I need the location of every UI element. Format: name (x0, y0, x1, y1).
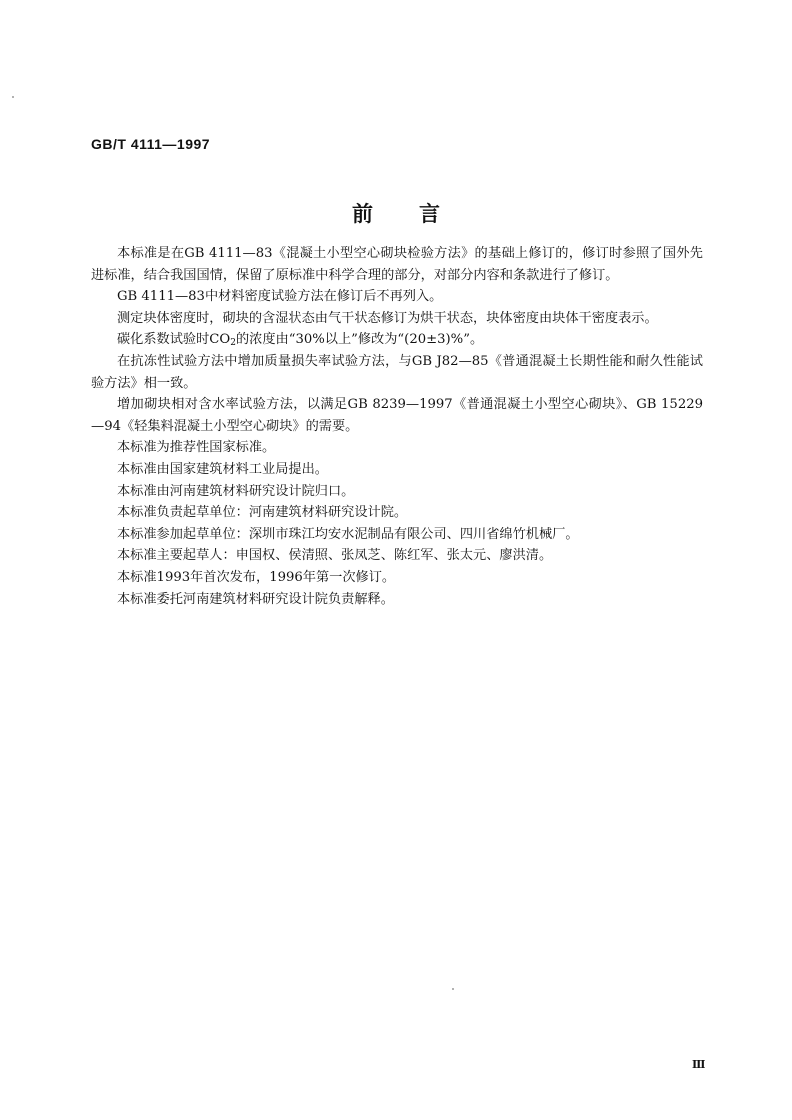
paragraph-text: 本标准由国家建筑材料工业局提出。 (117, 461, 328, 477)
scan-speck (452, 988, 454, 990)
paragraph (91, 437, 703, 459)
paragraph-text: 碳化系数试验时CO (117, 332, 231, 348)
paragraph (91, 329, 703, 351)
paragraph-text: 本标准由河南建筑材料研究设计院归口。 (117, 483, 355, 499)
paragraph-text: 测定块体密度时，砌块的含湿状态由气干状态修订为烘干状态，块体密度由块体干密度表示。 (117, 310, 658, 326)
paragraph (91, 286, 703, 308)
paragraph-text: 本标准1993年首次发布，1996年第一次修订。 (117, 569, 396, 585)
paragraph-text-continued: 的浓度由“30%以上”修改为“(20±3)%”。 (235, 332, 484, 348)
paragraph (91, 308, 703, 330)
paragraph (91, 524, 703, 546)
subscript: 2 (230, 338, 236, 349)
paragraph (91, 243, 703, 286)
paragraph-text: 本标准负责起草单位：河南建筑材料研究设计院。 (117, 505, 408, 521)
paragraph (91, 589, 703, 611)
paragraph (91, 502, 703, 524)
paragraph-text: 增加砌块相对含水率试验方法，以满足GB 8239—1997《普通混凝土小型空心砌块》、GB 15229—94《轻集料混凝土小型空心砌块》的需要。 (91, 397, 703, 434)
paragraph (91, 545, 703, 567)
standard-code-header: GB/T 4111—1997 (91, 136, 211, 152)
paragraph (91, 351, 703, 394)
paragraph (91, 567, 703, 589)
paragraph-text: 本标准主要起草人：申国权、侯清照、张凤芝、陈红军、张太元、廖洪清。 (117, 548, 553, 564)
paragraph (91, 481, 703, 503)
page-number: Ⅲ (692, 1058, 706, 1071)
paragraph-text: GB 4111—83中材料密度试验方法在修订后不再列入。 (117, 289, 443, 305)
paragraph (91, 394, 703, 437)
page-title: 前言 (352, 202, 486, 226)
paragraph-text: 本标准是在GB 4111—83《混凝土小型空心砌块检验方法》的基础上修订的，修订时参照了国外先进标准，结合我国国情，保留了原标准中科学合理的部分，对部分内容和条款进行了修订。 (91, 246, 703, 283)
paragraph (91, 459, 703, 481)
paragraph-text: 在抗冻性试验方法中增加质量损失率试验方法，与GB J82—85《普通混凝土长期性能和耐久性能试验方法》相一致。 (91, 353, 703, 391)
foreword-body (91, 243, 703, 610)
scan-speck (12, 96, 14, 98)
paragraph-text: 本标准参加起草单位：深圳市珠江均安水泥制品有限公司、四川省绵竹机械厂。 (117, 526, 579, 542)
paragraph-text: 本标准委托河南建筑材料研究设计院负责解释。 (117, 591, 394, 607)
paragraph-text: 本标准为推荐性国家标准。 (117, 440, 276, 456)
